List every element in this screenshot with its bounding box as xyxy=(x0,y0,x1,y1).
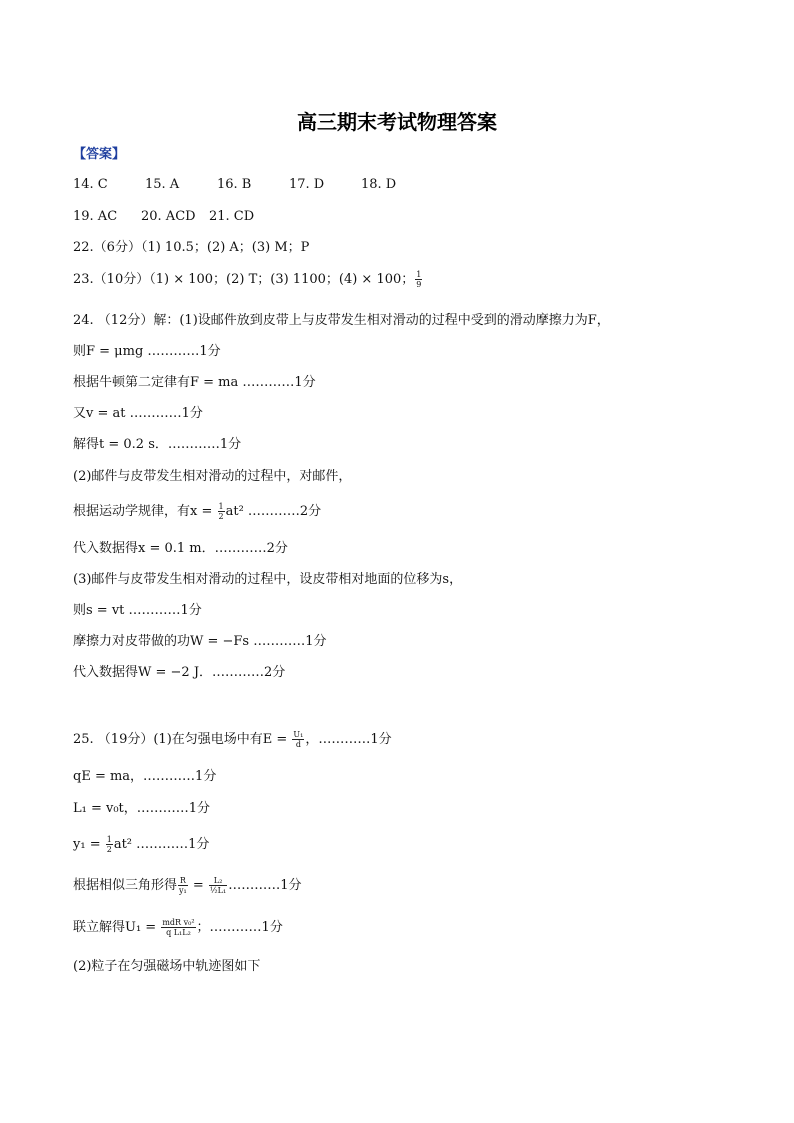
q25-line-3: L₁ = v₀t，…………1分 xyxy=(73,801,211,816)
mc-answer: 16. B xyxy=(217,177,252,192)
fraction-numerator: U₁ xyxy=(293,730,304,739)
q25-fraction xyxy=(209,876,227,895)
q24-line-7 xyxy=(73,502,321,521)
q24-line-5: 解得t = 0.2 s．…………1分 xyxy=(73,437,242,452)
q25-line-6-suffix: ；…………1分 xyxy=(196,920,283,935)
q25-line-5-suffix: …………1分 xyxy=(228,878,302,893)
mc-answer: 17. D xyxy=(289,177,325,192)
mc-answer: 20. ACD xyxy=(141,209,196,224)
fraction-numerator: 1 xyxy=(106,835,112,844)
q24-line-4: 又v = at …………1分 xyxy=(73,406,203,421)
fraction-numerator: 1 xyxy=(416,270,422,279)
q25-fraction xyxy=(292,730,304,749)
q25-line-1-text: 25. （19分）(1)在匀强电场中有E = xyxy=(73,732,292,747)
fraction-denominator: 2 xyxy=(106,845,112,854)
q25-line-1-suffix: ，…………1分 xyxy=(305,732,392,747)
q25-line-6-text: 联立解得U₁ = xyxy=(73,920,161,935)
q23-answer xyxy=(73,270,423,289)
fraction-denominator: 9 xyxy=(416,280,422,289)
q23-text: 23.（10分）（1) × 100；(2) T；(3) 1100；(4) × 100； xyxy=(73,272,415,287)
mc-answers-row-1 xyxy=(73,176,433,194)
q24-line-10: 则s = vt …………1分 xyxy=(73,603,202,618)
q25-line-2: qE = ma，…………1分 xyxy=(73,769,217,784)
fraction-denominator: d xyxy=(295,740,301,749)
fraction-denominator: q L₁L₂ xyxy=(166,928,191,937)
q24-line-12: 代入数据得W = −2 J．…………2分 xyxy=(73,665,286,680)
q24-line-7-suffix: at² …………2分 xyxy=(225,504,322,519)
mc-answer: 21. CD xyxy=(209,209,255,224)
mc-answer: 14. C xyxy=(73,177,108,192)
q23-fraction xyxy=(415,270,422,289)
q25-line-1 xyxy=(73,730,392,749)
fraction-numerator: mdR v₀² xyxy=(162,918,195,927)
q24-line-11: 摩擦力对皮带做的功W = −Fs …………1分 xyxy=(73,634,327,649)
q24-line-8: 代入数据得x = 0.1 m．…………2分 xyxy=(73,541,288,556)
fraction-numerator: R xyxy=(179,876,186,885)
fraction-numerator: 1 xyxy=(218,502,224,511)
q24-line-2: 则F = μmg …………1分 xyxy=(73,344,221,359)
q24-line-7-text: 根据运动学规律，有x = xyxy=(73,504,217,519)
page-title: 高三期末考试物理答案 xyxy=(297,110,497,134)
q24-line-9: (3)邮件与皮带发生相对滑动的过程中，设皮带相对地面的位移为s， xyxy=(73,572,463,587)
q25-fraction xyxy=(178,876,188,895)
q25-line-5-text: 根据相似三角形得 xyxy=(73,878,178,893)
mc-answer: 18. D xyxy=(361,177,397,192)
q25-line-7: (2)粒子在匀强磁场中轨迹图如下 xyxy=(73,959,261,974)
q24-fraction xyxy=(218,502,225,521)
mc-answer: 19. AC xyxy=(73,209,118,224)
fraction-denominator: 2 xyxy=(218,512,224,521)
q25-line-4-suffix: at² …………1分 xyxy=(113,837,210,852)
q24-line-3: 根据牛顿第二定律有F = ma …………1分 xyxy=(73,375,316,390)
q25-line-4-text: y₁ = xyxy=(73,837,105,852)
fraction-denominator: ½L₁ xyxy=(209,886,227,895)
mc-answers-row-2 xyxy=(73,208,254,226)
q25-line-5 xyxy=(73,876,301,895)
q22-answer: 22.（6分）（1) 10.5；(2) A；(3) M；P xyxy=(73,240,310,255)
q25-equals: = xyxy=(188,878,208,893)
q25-fraction xyxy=(106,835,113,854)
q24-line-1: 24. （12分）解：(1)设邮件放到皮带上与皮带发生相对滑动的过程中受到的滑动摩擦力为F， xyxy=(73,313,610,328)
mc-answer: 15. A xyxy=(145,177,180,192)
fraction-numerator: L₂ xyxy=(209,876,227,886)
answer-label: 【答案】 xyxy=(73,147,126,162)
q25-fraction xyxy=(161,918,195,937)
q25-line-6 xyxy=(73,918,283,937)
q24-line-6: (2)邮件与皮带发生相对滑动的过程中，对邮件， xyxy=(73,469,352,484)
fraction-denominator: y₁ xyxy=(179,886,187,895)
q25-line-4 xyxy=(73,835,209,854)
